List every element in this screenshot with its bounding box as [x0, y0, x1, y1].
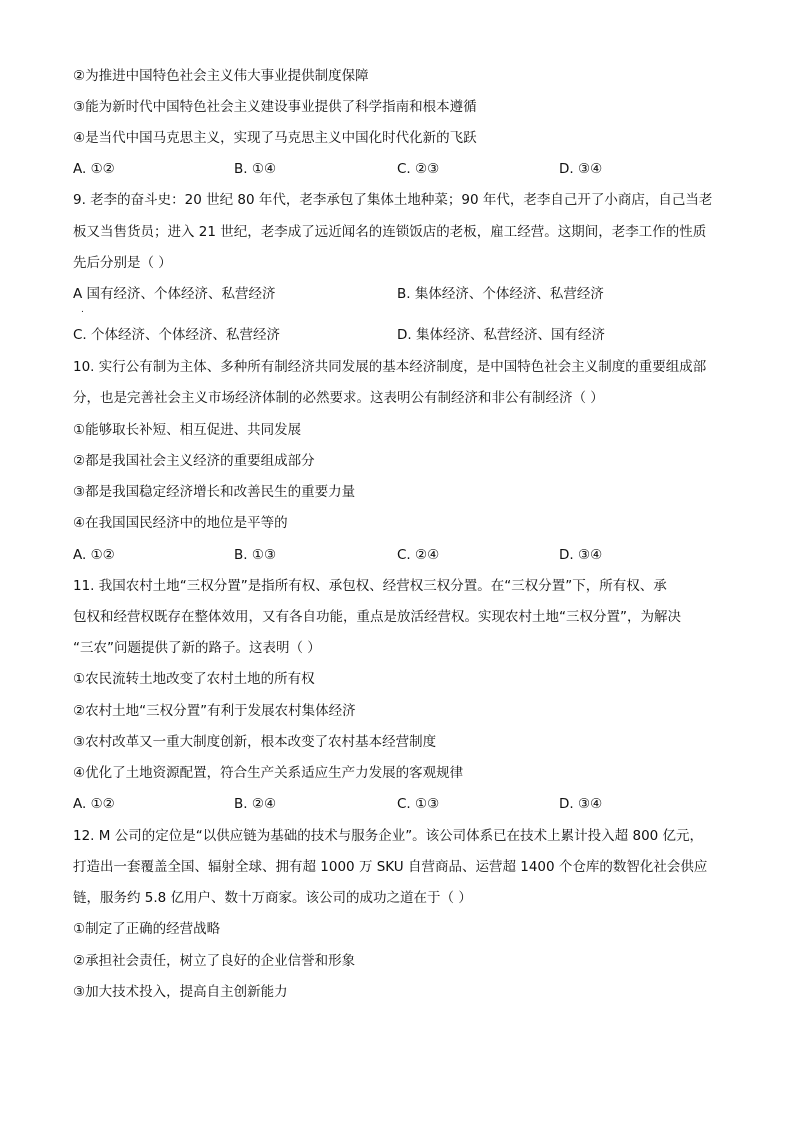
q10-option-c: C. ②④: [397, 547, 440, 563]
q10-stem-line-1: 10. 实行公有制为主体、多种所有制经济共同发展的基本经济制度，是中国特色社会主义制度的重要组成部: [73, 359, 707, 375]
q10-statement-4: ④在我国国民经济中的地位是平等的: [73, 515, 288, 531]
q10-stem-line-2: 分，也是完善社会主义市场经济体制的必然要求。这表明公有制经济和非公有制经济（ ）: [73, 390, 604, 406]
q12-stem-line-3: 链，服务约 5.8 亿用户、数十万商家。该公司的成功之道在于（ ）: [73, 890, 472, 906]
q8-statement-2: ②为推进中国特色社会主义伟大事业提供制度保障: [73, 68, 369, 84]
q11-statement-1: ①农民流转土地改变了农村土地的所有权: [73, 671, 315, 687]
q10-statement-2: ②都是我国社会主义经济的重要组成部分: [73, 453, 315, 469]
q9-stem-line-3: 先后分别是（ ）: [73, 255, 172, 271]
q8-option-c: C. ②③: [397, 161, 440, 177]
q8-statement-4: ④是当代中国马克思主义，实现了马克思主义中国化时代化新的飞跃: [73, 130, 477, 146]
q11-stem-line-2: 包权和经营权既存在整体效用，又有各自功能，重点是放活经营权。实现农村土地“三权分置”，为解决: [73, 609, 681, 625]
q10-option-a: A. ①②: [73, 547, 115, 563]
q11-statement-4: ④优化了土地资源配置，符合生产关系适应生产力发展的客观规律: [73, 765, 464, 781]
q9-option-b: B. 集体经济、个体经济、私营经济: [397, 286, 604, 302]
q9-option-c: C. 个体经济、个体经济、私营经济: [73, 327, 281, 343]
q11-option-a: A. ①②: [73, 796, 115, 812]
q9-option-d: D. 集体经济、私营经济、国有经济: [397, 327, 605, 343]
q12-statement-3: ③加大技术投入，提高自主创新能力: [73, 984, 288, 1000]
q11-statement-3: ③农村改革又一重大制度创新，根本改变了农村基本经营制度: [73, 734, 437, 750]
q10-option-b: B. ①③: [234, 547, 277, 563]
q11-stem-line-1: 11. 我国农村土地“三权分置”是指所有权、承包权、经营权三权分置。在“三权分置”下，所有权、承: [73, 578, 667, 594]
q8-option-b: B. ①④: [234, 161, 277, 177]
q8-statement-3: ③能为新时代中国特色社会主义建设事业提供了科学指南和根本遵循: [73, 99, 477, 115]
q8-option-d: D. ③④: [559, 161, 603, 177]
q9-stem-line-2: 板又当售货员；进入 21 世纪，老李成了远近闻名的连锁饭店的老板，雇工经营。这期间，老李工作的性质: [73, 224, 707, 240]
q12-stem-line-2: 打造出一套覆盖全国、辐射全球、拥有超 1000 万 SKU 自营商品、运营超 1400 个仓库的数智化社会供应: [73, 859, 708, 875]
q10-statement-3: ③都是我国稳定经济增长和改善民生的重要力量: [73, 484, 356, 500]
q8-option-a: A. ①②: [73, 161, 115, 177]
q10-statement-1: ①能够取长补短、相互促进、共同发展: [73, 422, 302, 438]
q9-option-a: A 国有经济、个体经济、私营经济: [73, 286, 276, 302]
q9-stray-dot: .: [81, 305, 84, 315]
q10-option-d: D. ③④: [559, 547, 603, 563]
q11-option-c: C. ①③: [397, 796, 440, 812]
q11-stem-line-3: “三农”问题提供了新的路子。这表明（ ）: [73, 640, 321, 656]
q12-statement-1: ①制定了正确的经营战略: [73, 921, 221, 937]
q12-statement-2: ②承担社会责任，树立了良好的企业信誉和形象: [73, 953, 356, 969]
q11-option-d: D. ③④: [559, 796, 603, 812]
q11-statement-2: ②农村土地“三权分置”有利于发展农村集体经济: [73, 703, 356, 719]
q11-option-b: B. ②④: [234, 796, 277, 812]
q9-stem-line-1: 9. 老李的奋斗史：20 世纪 80 年代，老李承包了集体土地种菜；90 年代，老李自己开了小商店，自己当老: [73, 192, 713, 208]
q12-stem-line-1: 12. M 公司的定位是“以供应链为基础的技术与服务企业”。该公司体系已在技术上累计投入超 800 亿元，: [73, 828, 704, 844]
